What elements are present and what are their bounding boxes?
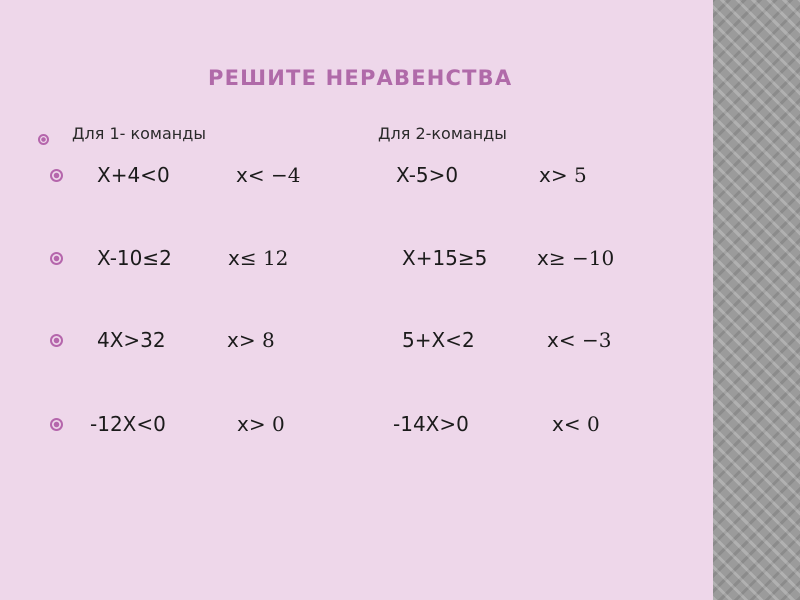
team2-inequality: X+15≥5 bbox=[402, 246, 488, 270]
team2-answer: x< −3 bbox=[547, 328, 612, 352]
team1-header: Для 1- команды bbox=[72, 124, 206, 143]
bullet-icon bbox=[50, 418, 63, 431]
team1-inequality: X+4<0 bbox=[97, 163, 170, 187]
team2-inequality: 5+X<2 bbox=[402, 328, 475, 352]
team2-header: Для 2-команды bbox=[378, 124, 507, 143]
bullet-icon bbox=[50, 334, 63, 347]
team1-answer: x> 8 bbox=[227, 328, 275, 352]
team2-inequality: X-5>0 bbox=[396, 163, 459, 187]
team2-inequality: -14X>0 bbox=[393, 412, 469, 436]
bullet-icon bbox=[38, 134, 49, 145]
decorative-side-band bbox=[713, 0, 800, 600]
team1-inequality: X-10≤2 bbox=[97, 246, 172, 270]
team1-answer: x> 0 bbox=[237, 412, 285, 436]
team1-answer: x≤ 12 bbox=[228, 246, 289, 270]
team1-inequality: -12X<0 bbox=[90, 412, 166, 436]
team2-answer: x< 0 bbox=[552, 412, 600, 436]
team1-answer: x< −4 bbox=[236, 163, 301, 187]
team2-answer: x≥ −10 bbox=[537, 246, 615, 270]
bullet-icon bbox=[50, 252, 63, 265]
slide-title: РЕШИТЕ НЕРАВЕНСТВА bbox=[208, 66, 513, 90]
team1-inequality: 4X>32 bbox=[97, 328, 166, 352]
bullet-icon bbox=[50, 169, 63, 182]
team2-answer: x> 5 bbox=[539, 163, 587, 187]
